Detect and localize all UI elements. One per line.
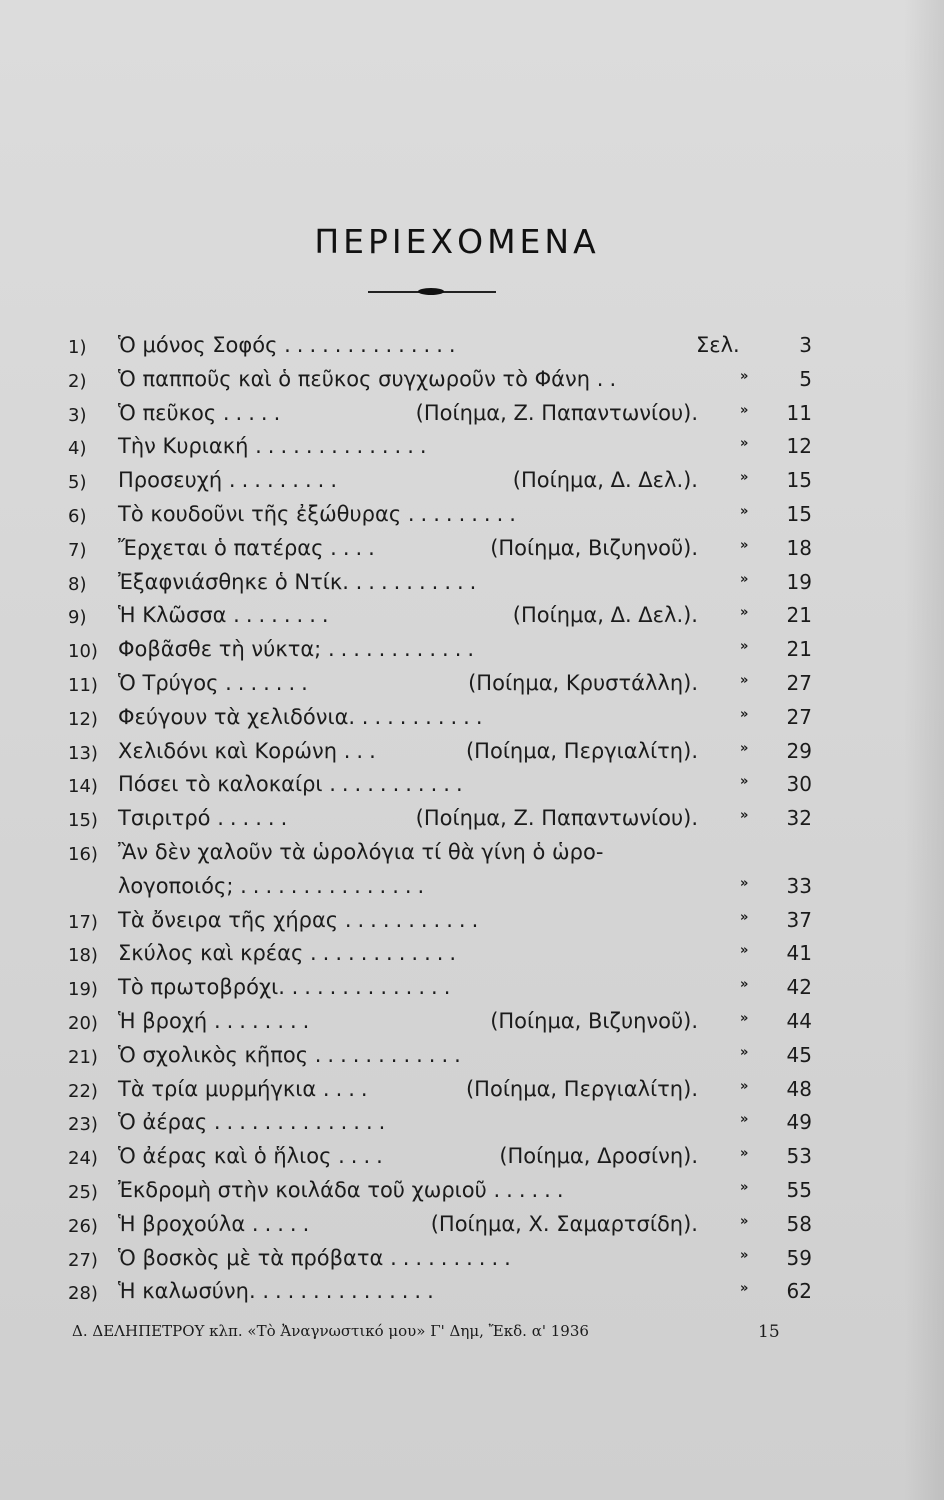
toc-entry [60,874,820,908]
entry-number: 28) [68,1283,98,1305]
ditto-mark: » [740,909,749,925]
leader-dots: .... [322,1076,374,1101]
leader-dots: .............. [213,1110,392,1135]
toc-entry [60,1077,820,1111]
ditto-mark: » [740,1010,749,1026]
entry-note: (Ποίημα, Βιζυηνοῦ). [490,535,698,560]
toc-entry [60,1009,820,1043]
entry-page-number: 53 [786,1144,812,1169]
entry-number: 13) [68,742,98,764]
entry-page-number: 37 [786,907,812,932]
entry-title-text: Φεύγουν τὰ χελιδόνια. [118,704,356,729]
page-abbrev: Σελ. [696,333,740,357]
ditto-mark: » [740,943,749,959]
entry-note: (Ποίημα, Δροσίνη). [499,1144,698,1169]
leader-dots: ......... [407,501,522,526]
ditto-mark: » [740,436,749,452]
leader-dots: .......... [390,1245,517,1270]
entry-title-text: Τὰ τρία μυρμήγκια [118,1076,317,1101]
toc-entry [60,705,820,739]
toc-entry [60,1212,820,1246]
ditto-mark: » [740,571,749,587]
leader-dots: ..... [251,1211,316,1236]
toc-entry [60,603,820,637]
ditto-mark: » [740,402,749,418]
ornament-diamond [418,288,444,295]
toc-entry [60,434,820,468]
toc-entry [60,1110,820,1144]
entry-title [118,536,381,560]
entry-title [118,434,433,458]
leader-dots: ..... [222,400,287,425]
entry-title-text: Ἐξαφνιάσθηκε ὁ Ντίκ. [118,569,349,594]
toc-entry [60,570,820,604]
entry-title [118,1279,440,1303]
entry-title-text: Τὰ ὄνειρα τῆς χήρας [118,907,339,932]
entry-note: (Ποίημα, Κρυστάλλη). [468,670,698,695]
entry-number: 17) [68,911,98,933]
entry-title [118,874,430,898]
entry-title [118,739,382,763]
entry-title-text: Σκύλος καὶ κρέας [118,941,304,966]
entry-title-text: Χελιδόνι καὶ Κορώνη [118,738,338,763]
entry-page-number: 62 [786,1279,812,1304]
toc-entry [60,1246,820,1280]
leader-dots: .............. [255,434,433,459]
toc-entry [60,502,820,536]
heading-text: ΠΕΡΙΕΧΟΜΕΝΑ [314,222,600,261]
entry-number: 12) [68,708,98,730]
entry-number: 1) [68,337,87,358]
entry-note: (Ποίημα, Περγιαλίτη). [465,738,698,763]
leader-dots: ... [343,738,382,763]
leader-dots: .......... [355,569,483,594]
entry-title-text: Ὁ πεῦκος [118,400,217,425]
leader-dots: .... [338,1144,389,1169]
entry-number: 20) [68,1012,98,1034]
toc-entry [60,975,820,1009]
entry-title-text: Ὁ μόνος Σοφός [118,333,278,357]
entry-number: 7) [68,539,87,561]
entry-page-number: 55 [786,1177,812,1202]
entry-number: 18) [68,945,98,967]
entry-number: 15) [68,810,98,832]
entry-page-number: 29 [786,738,812,763]
entry-title [118,1110,391,1134]
leader-dots: ............... [240,873,431,898]
entry-page-number: 27 [786,670,812,695]
entry-title-text: Τὸ κουδοῦνι τῆς ἐξώθυρας [118,501,402,526]
entry-title-text: Προσευχή [118,468,223,493]
entry-title [118,908,484,932]
entry-title [118,1077,374,1101]
entry-title-text: Τὴν Κυριακή [118,434,249,459]
entry-title [118,401,286,425]
entry-title-text: λογοποιός; [118,873,234,898]
entry-page-number: 18 [786,535,812,560]
footer-imprint: Δ. ΔΕΛΗΠΕΤΡΟΥ κλπ. «Τὸ Ἀναγνωστικό μου» Γ' Δημ, Ἔκδ. α' 1936 [72,1322,589,1340]
entry-number: 16) [68,843,98,865]
ditto-mark: » [740,368,749,384]
toc-entry [60,333,820,367]
entry-title [118,671,314,695]
ditto-mark: » [740,1044,749,1060]
ditto-mark: » [740,1281,749,1297]
entry-title [118,1043,467,1067]
toc-entry [60,1043,820,1077]
entry-title-text: Ὁ σχολικὸς κῆπος [118,1042,309,1067]
entry-number: 14) [68,776,98,798]
ditto-mark: » [740,470,749,486]
ditto-mark: » [740,1247,749,1263]
leader-dots: ........ [213,1008,316,1033]
leader-dots: ........ [233,603,335,628]
entry-title [118,772,469,796]
toc-entry [60,739,820,773]
entry-page-number: 27 [786,704,812,729]
entry-number: 9) [68,607,87,629]
entry-title-text: Ἡ Κλῶσσα [118,603,227,628]
ditto-mark: » [740,537,749,553]
ditto-mark: » [740,706,749,722]
entry-page-number: 30 [786,772,812,797]
leader-dots: .............. [262,1279,440,1304]
entry-page-number: 12 [786,434,812,459]
entry-number: 19) [68,979,98,1001]
toc-entry [60,1279,820,1313]
entry-page-number: 41 [786,941,812,966]
entry-title [118,1144,389,1168]
toc-entry [60,840,820,874]
entry-number: 10) [68,641,98,663]
entry-page-number: 11 [786,400,812,425]
entry-number: 23) [68,1114,98,1136]
entry-number: 5) [68,472,87,494]
leader-dots: .... [330,535,381,560]
entry-page-number: 44 [786,1008,812,1033]
ditto-mark: » [740,1146,749,1162]
entry-page-number: 33 [786,873,812,898]
entry-number: 21) [68,1046,98,1068]
entry-title [118,806,293,830]
entry-page-number: 58 [786,1211,812,1236]
entry-page-number: 19 [786,569,812,594]
leader-dots: .......... [361,704,489,729]
leader-dots: ....... [225,670,314,695]
toc-entry [60,536,820,570]
entry-note: (Ποίημα, Ζ. Παπαντωνίου). [415,400,698,425]
leader-dots: ...... [493,1177,570,1202]
ditto-mark: » [740,808,749,824]
entry-page-number: 15 [786,468,812,493]
entry-page-number: 48 [786,1076,812,1101]
entry-title-text: Ὁ ἀέρας καὶ ὁ ἥλιος [118,1144,332,1169]
toc-entry [60,671,820,705]
leader-dots: ...... [217,806,294,831]
toc-entry [60,1178,820,1212]
leader-dots: ............. [291,975,457,1000]
ditto-mark: » [740,740,749,756]
toc-entry [60,401,820,435]
entry-title-text: Ἂν δὲν χαλοῦν τὰ ὡρολόγια τί θὰ γίνη ὁ ὡρο- [118,839,604,864]
entry-page-number: 5 [799,366,812,391]
entry-title [118,367,622,391]
entry-note: (Ποίημα, Δ. Δελ.). [512,468,698,493]
page-title [0,222,944,261]
entry-number: 2) [68,370,87,392]
entry-number: 25) [68,1181,98,1203]
entry-number: 6) [68,505,87,527]
entry-number: 26) [68,1215,98,1237]
leader-dots: ............ [310,941,463,966]
toc-entry [60,806,820,840]
entry-title [118,941,462,965]
entry-number: 22) [68,1080,98,1102]
ditto-mark: » [740,774,749,790]
toc-entry [60,908,820,942]
entry-note: (Ποίημα, Βιζυηνοῦ). [490,1008,698,1033]
entry-number: 27) [68,1249,98,1271]
toc-entry [60,772,820,806]
toc-entry [60,941,820,975]
entry-title [118,603,335,627]
ditto-mark: » [740,977,749,993]
page-footer [72,1322,792,1340]
entry-note: (Ποίημα, Περγιαλίτη). [465,1076,698,1101]
entry-title-text: Πόσει τὸ καλοκαίρι [118,772,323,797]
entry-title [118,705,489,729]
entry-page-number: 21 [786,637,812,662]
leader-dots: ......... [228,468,343,493]
entry-title [118,840,603,864]
entry-note: (Ποίημα, Χ. Σαμαρτσίδη). [430,1211,698,1236]
leader-dots: ............ [314,1042,467,1067]
entry-number: 3) [68,404,87,426]
footer-page-number: 15 [758,1322,780,1342]
entry-page-number: 42 [786,975,812,1000]
entry-title-text: Ὁ ἀέρας [118,1110,208,1135]
table-of-contents [60,333,820,1313]
entry-page-number: 3 [799,333,812,357]
ditto-mark: » [740,503,749,519]
toc-entry [60,468,820,502]
entry-title [118,1212,315,1236]
ditto-mark: » [740,639,749,655]
entry-page-number: 49 [786,1110,812,1135]
entry-number: 4) [68,438,87,460]
entry-title [118,975,456,999]
entry-title-text: Ἐκδρομὴ στὴν κοιλάδα τοῦ χωριοῦ [118,1177,487,1202]
leader-dots: ............ [327,637,481,662]
leader-dots: ........... [329,772,469,797]
entry-title [118,468,343,492]
entry-title-text: Ἡ καλωσύνη. [118,1279,256,1304]
entry-number: 11) [68,674,98,696]
entry-title [118,570,482,594]
entry-note: (Ποίημα, Δ. Δελ.). [512,603,698,628]
entry-page-number: 59 [786,1245,812,1270]
entry-title-text: Τσιριτρό [118,806,211,831]
entry-page-number: 45 [786,1042,812,1067]
ditto-mark: » [740,605,749,621]
entry-title-text: Ἔρχεται ὁ πατέρας [118,535,324,560]
leader-dots: .............. [284,333,462,357]
entry-title-text: Ὁ Τρύγος [118,670,219,695]
toc-entry [60,1144,820,1178]
ditto-mark: » [740,1213,749,1229]
entry-title-text: Τὸ πρωτοβρόχι. [118,975,285,1000]
ditto-mark: » [740,1078,749,1094]
entry-title [118,333,462,357]
entry-title [118,1009,315,1033]
entry-title [118,1178,570,1202]
entry-title-text: Φοβᾶσθε τὴ νύκτα; [118,637,322,662]
entry-title [118,1246,517,1270]
toc-entry [60,367,820,401]
entry-number: 24) [68,1148,98,1170]
entry-page-number: 32 [786,806,812,831]
title-ornament [368,290,496,294]
toc-entry [60,637,820,671]
entry-title-text: Ὁ παπποῦς καὶ ὁ πεῦκος συγχωροῦν τὸ Φάνη [118,366,591,391]
ditto-mark: » [740,672,749,688]
ditto-mark: » [740,1179,749,1195]
leader-dots: .. [596,366,623,391]
entry-page-number: 15 [786,501,812,526]
entry-page-number: 21 [786,603,812,628]
entry-title [118,637,480,661]
entry-title-text: Ἡ βροχούλα [118,1211,246,1236]
entry-note: (Ποίημα, Ζ. Παπαντωνίου). [415,806,698,831]
ditto-mark: » [740,1112,749,1128]
entry-title [118,502,522,526]
ditto-mark: » [740,875,749,891]
leader-dots: ........... [344,907,485,932]
entry-number: 8) [68,573,87,595]
entry-title-text: Ἡ βροχή [118,1008,208,1033]
entry-title-text: Ὁ βοσκὸς μὲ τὰ πρόβατα [118,1245,384,1270]
